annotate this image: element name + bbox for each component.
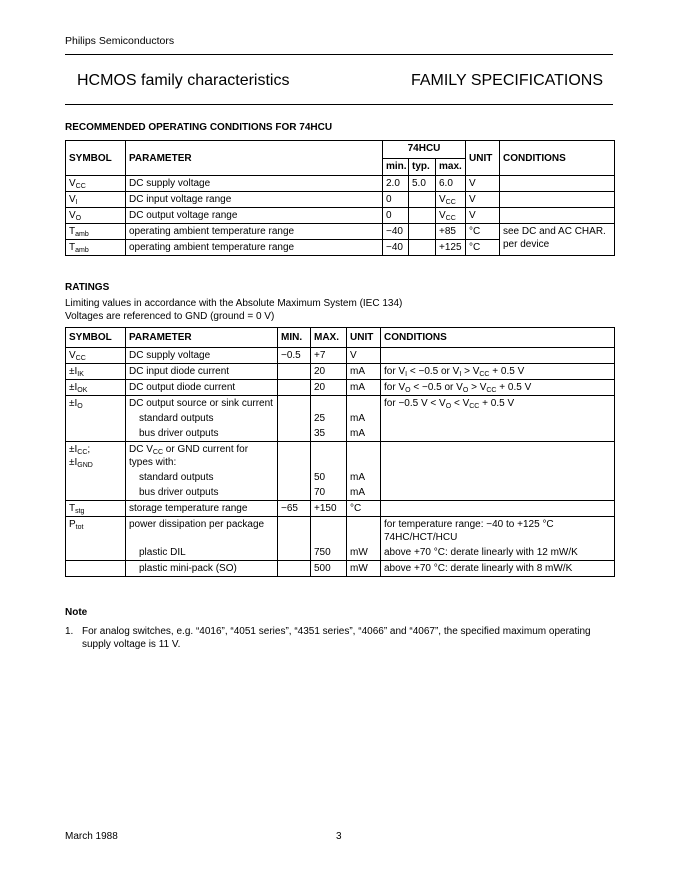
unit-cell: mW: [347, 545, 381, 561]
parameter-cell: DC output source or sink current: [126, 396, 278, 412]
note-text: For analog switches, e.g. “4016”, “4051 series”, “4351 series”, “4066” and “4067”, the specified maximum operating supply voltage is 11 V.: [82, 626, 591, 650]
roc-col-min: min.: [383, 158, 409, 176]
conditions-cell: [500, 208, 615, 224]
conditions-cell: [381, 442, 615, 471]
parameter-cell: operating ambient temperature range: [126, 240, 383, 256]
parameter-cell: DC input diode current: [126, 364, 278, 380]
max-cell: +125: [436, 240, 466, 256]
unit-cell: V: [466, 192, 500, 208]
min-cell: [278, 517, 311, 546]
document-title: HCMOS family characteristics: [77, 72, 290, 89]
roc-col-typ: typ.: [409, 158, 436, 176]
roc-col-symbol: SYMBOL: [66, 141, 126, 176]
max-cell: 35: [311, 426, 347, 442]
section-title: FAMILY SPECIFICATIONS: [410, 72, 603, 89]
unit-cell: mA: [347, 411, 381, 426]
max-cell: 20: [311, 380, 347, 396]
min-cell: −65: [278, 501, 311, 517]
conditions-cell: for $V_O < -0.5$ or $V_O > V_{CC} + 0.5$ V: [381, 380, 615, 396]
conditions-cell: for −0.5 $V < V_O < V_{CC} + 0.5$ V: [381, 396, 615, 412]
table-row: [66, 561, 615, 577]
unit-cell: mA: [347, 364, 381, 380]
min-cell: [278, 442, 311, 471]
symbol-cell: $\pm I_{IK}$: [66, 364, 126, 380]
max-cell: +150: [311, 501, 347, 517]
conditions-cell: see DC and AC CHAR. per device: [500, 224, 615, 256]
table-row: [66, 348, 615, 364]
parameter-cell: DC output voltage range: [126, 208, 383, 224]
table-row: [66, 364, 615, 380]
max-cell: 500: [311, 561, 347, 577]
ratings-heading: RATINGS: [65, 282, 110, 293]
note-heading: Note: [65, 607, 88, 618]
max-cell: [311, 442, 347, 471]
max-cell: $V_{CC}$: [436, 208, 466, 224]
parameter-cell: power dissipation per package: [126, 517, 278, 546]
conditions-cell: [500, 192, 615, 208]
symbol-cell: $V_I$: [66, 192, 126, 208]
conditions-cell: [500, 176, 615, 192]
symbol-cell: $\pm I_{OK}$: [66, 380, 126, 396]
page-number: 3: [336, 831, 342, 842]
unit-cell: V: [347, 348, 381, 364]
note-number: 1.: [65, 626, 74, 637]
typ-cell: [409, 192, 436, 208]
ratings-intro-line: Limiting values in accordance with the Absolute Maximum System (IEC 134): [65, 298, 403, 309]
conditions-cell: for temperature range: −40 to +125 °C 74HC/HCT/HCU: [381, 517, 615, 546]
max-cell: $V_{CC}$: [436, 192, 466, 208]
min-cell: 2.0: [383, 176, 409, 192]
min-cell: [278, 380, 311, 396]
table-row: [66, 396, 615, 412]
parameter-cell: plastic DIL: [126, 545, 278, 561]
roc-col-group: 74HCU: [383, 141, 466, 159]
footer-date: March 1988: [65, 831, 118, 842]
table-row: [66, 380, 615, 396]
min-cell: 0: [383, 208, 409, 224]
symbol-cell: $P_{tot}$: [66, 517, 126, 546]
unit-cell: [347, 396, 381, 412]
unit-cell: °C: [347, 501, 381, 517]
min-cell: [278, 364, 311, 380]
table-row: [66, 192, 615, 208]
unit-cell: [347, 517, 381, 546]
table-row: [66, 426, 615, 442]
table-row: [66, 208, 615, 224]
ratings-col-conditions: CONDITIONS: [381, 328, 615, 348]
ratings-col-max: MAX.: [311, 328, 347, 348]
roc-col-parameter: PARAMETER: [126, 141, 383, 176]
table-row: [66, 485, 615, 501]
table-row: [66, 545, 615, 561]
max-cell: 750: [311, 545, 347, 561]
ratings-col-unit: UNIT: [347, 328, 381, 348]
conditions-cell: [381, 501, 615, 517]
header-rule: [65, 54, 613, 55]
symbol-cell: $V_{CC}$: [66, 176, 126, 192]
parameter-cell: operating ambient temperature range: [126, 224, 383, 240]
ratings-col-symbol: SYMBOL: [66, 328, 126, 348]
note-item: [65, 625, 617, 651]
parameter-cell: storage temperature range: [126, 501, 278, 517]
unit-cell: V: [466, 176, 500, 192]
ratings-col-min: MIN.: [278, 328, 311, 348]
table-row: [66, 501, 615, 517]
ratings-col-parameter: PARAMETER: [126, 328, 278, 348]
ratings-header-row: [66, 328, 615, 348]
min-cell: −40: [383, 240, 409, 256]
unit-cell: mW: [347, 561, 381, 577]
unit-cell: [347, 442, 381, 471]
parameter-cell: DC supply voltage: [126, 176, 383, 192]
table-row: [66, 470, 615, 485]
symbol-cell: $T_{amb}$: [66, 240, 126, 256]
max-cell: +85: [436, 224, 466, 240]
parameter-cell: DC output diode current: [126, 380, 278, 396]
max-cell: [311, 396, 347, 412]
table-row: [66, 176, 615, 192]
typ-cell: [409, 208, 436, 224]
unit-cell: °C: [466, 240, 500, 256]
min-cell: −0.5: [278, 348, 311, 364]
max-cell: 50: [311, 470, 347, 485]
company-name: Philips Semiconductors: [65, 35, 175, 47]
roc-col-conditions: CONDITIONS: [500, 141, 615, 176]
conditions-cell: above +70 °C: derate linearly with 8 mW/K: [381, 561, 615, 577]
symbol-cell: $\pm I_{CC}$; $\pm I_{GND}$: [66, 442, 126, 471]
ratings-intro-line: Voltages are referenced to GND (ground = 0 V): [65, 311, 275, 322]
max-cell: +7: [311, 348, 347, 364]
roc-header-row: [66, 141, 615, 159]
unit-cell: V: [466, 208, 500, 224]
ratings-table: [65, 327, 615, 577]
roc-col-max: max.: [436, 158, 466, 176]
conditions-cell: for $V_I < -0.5$ or $V_I > V_{CC} + 0.5$ V: [381, 364, 615, 380]
max-cell: 70: [311, 485, 347, 501]
unit-cell: mA: [347, 470, 381, 485]
table-row: [66, 442, 615, 471]
unit-cell: mA: [347, 426, 381, 442]
max-cell: 25: [311, 411, 347, 426]
conditions-cell: above +70 °C: derate linearly with 12 mW/K: [381, 545, 615, 561]
min-cell: −40: [383, 224, 409, 240]
symbol-cell: $V_O$: [66, 208, 126, 224]
symbol-cell: $T_{amb}$: [66, 224, 126, 240]
max-cell: 6.0: [436, 176, 466, 192]
symbol-cell: $T_{stg}$: [66, 501, 126, 517]
roc-table: [65, 140, 615, 256]
table-row: [66, 411, 615, 426]
roc-col-unit: UNIT: [466, 141, 500, 176]
symbol-cell: $V_{CC}$: [66, 348, 126, 364]
conditions-cell: [381, 348, 615, 364]
table-row: [66, 517, 615, 546]
symbol-cell: $\pm I_O$: [66, 396, 126, 412]
unit-cell: °C: [466, 224, 500, 240]
parameter-cell: standard outputs: [126, 411, 278, 426]
parameter-cell: DC $V_{CC}$ or GND current for types with:: [126, 442, 278, 471]
table-row: [66, 224, 615, 240]
roc-heading: RECOMMENDED OPERATING CONDITIONS FOR 74HCU: [65, 122, 333, 133]
max-cell: [311, 517, 347, 546]
parameter-cell: bus driver outputs: [126, 485, 278, 501]
parameter-cell: plastic mini-pack (SO): [126, 561, 278, 577]
max-cell: 20: [311, 364, 347, 380]
unit-cell: mA: [347, 380, 381, 396]
min-cell: [278, 396, 311, 412]
parameter-cell: DC supply voltage: [126, 348, 278, 364]
parameter-cell: bus driver outputs: [126, 426, 278, 442]
typ-cell: [409, 224, 436, 240]
parameter-cell: DC input voltage range: [126, 192, 383, 208]
typ-cell: 5.0: [409, 176, 436, 192]
parameter-cell: standard outputs: [126, 470, 278, 485]
title-rule: [65, 104, 613, 105]
typ-cell: [409, 240, 436, 256]
unit-cell: mA: [347, 485, 381, 501]
min-cell: 0: [383, 192, 409, 208]
